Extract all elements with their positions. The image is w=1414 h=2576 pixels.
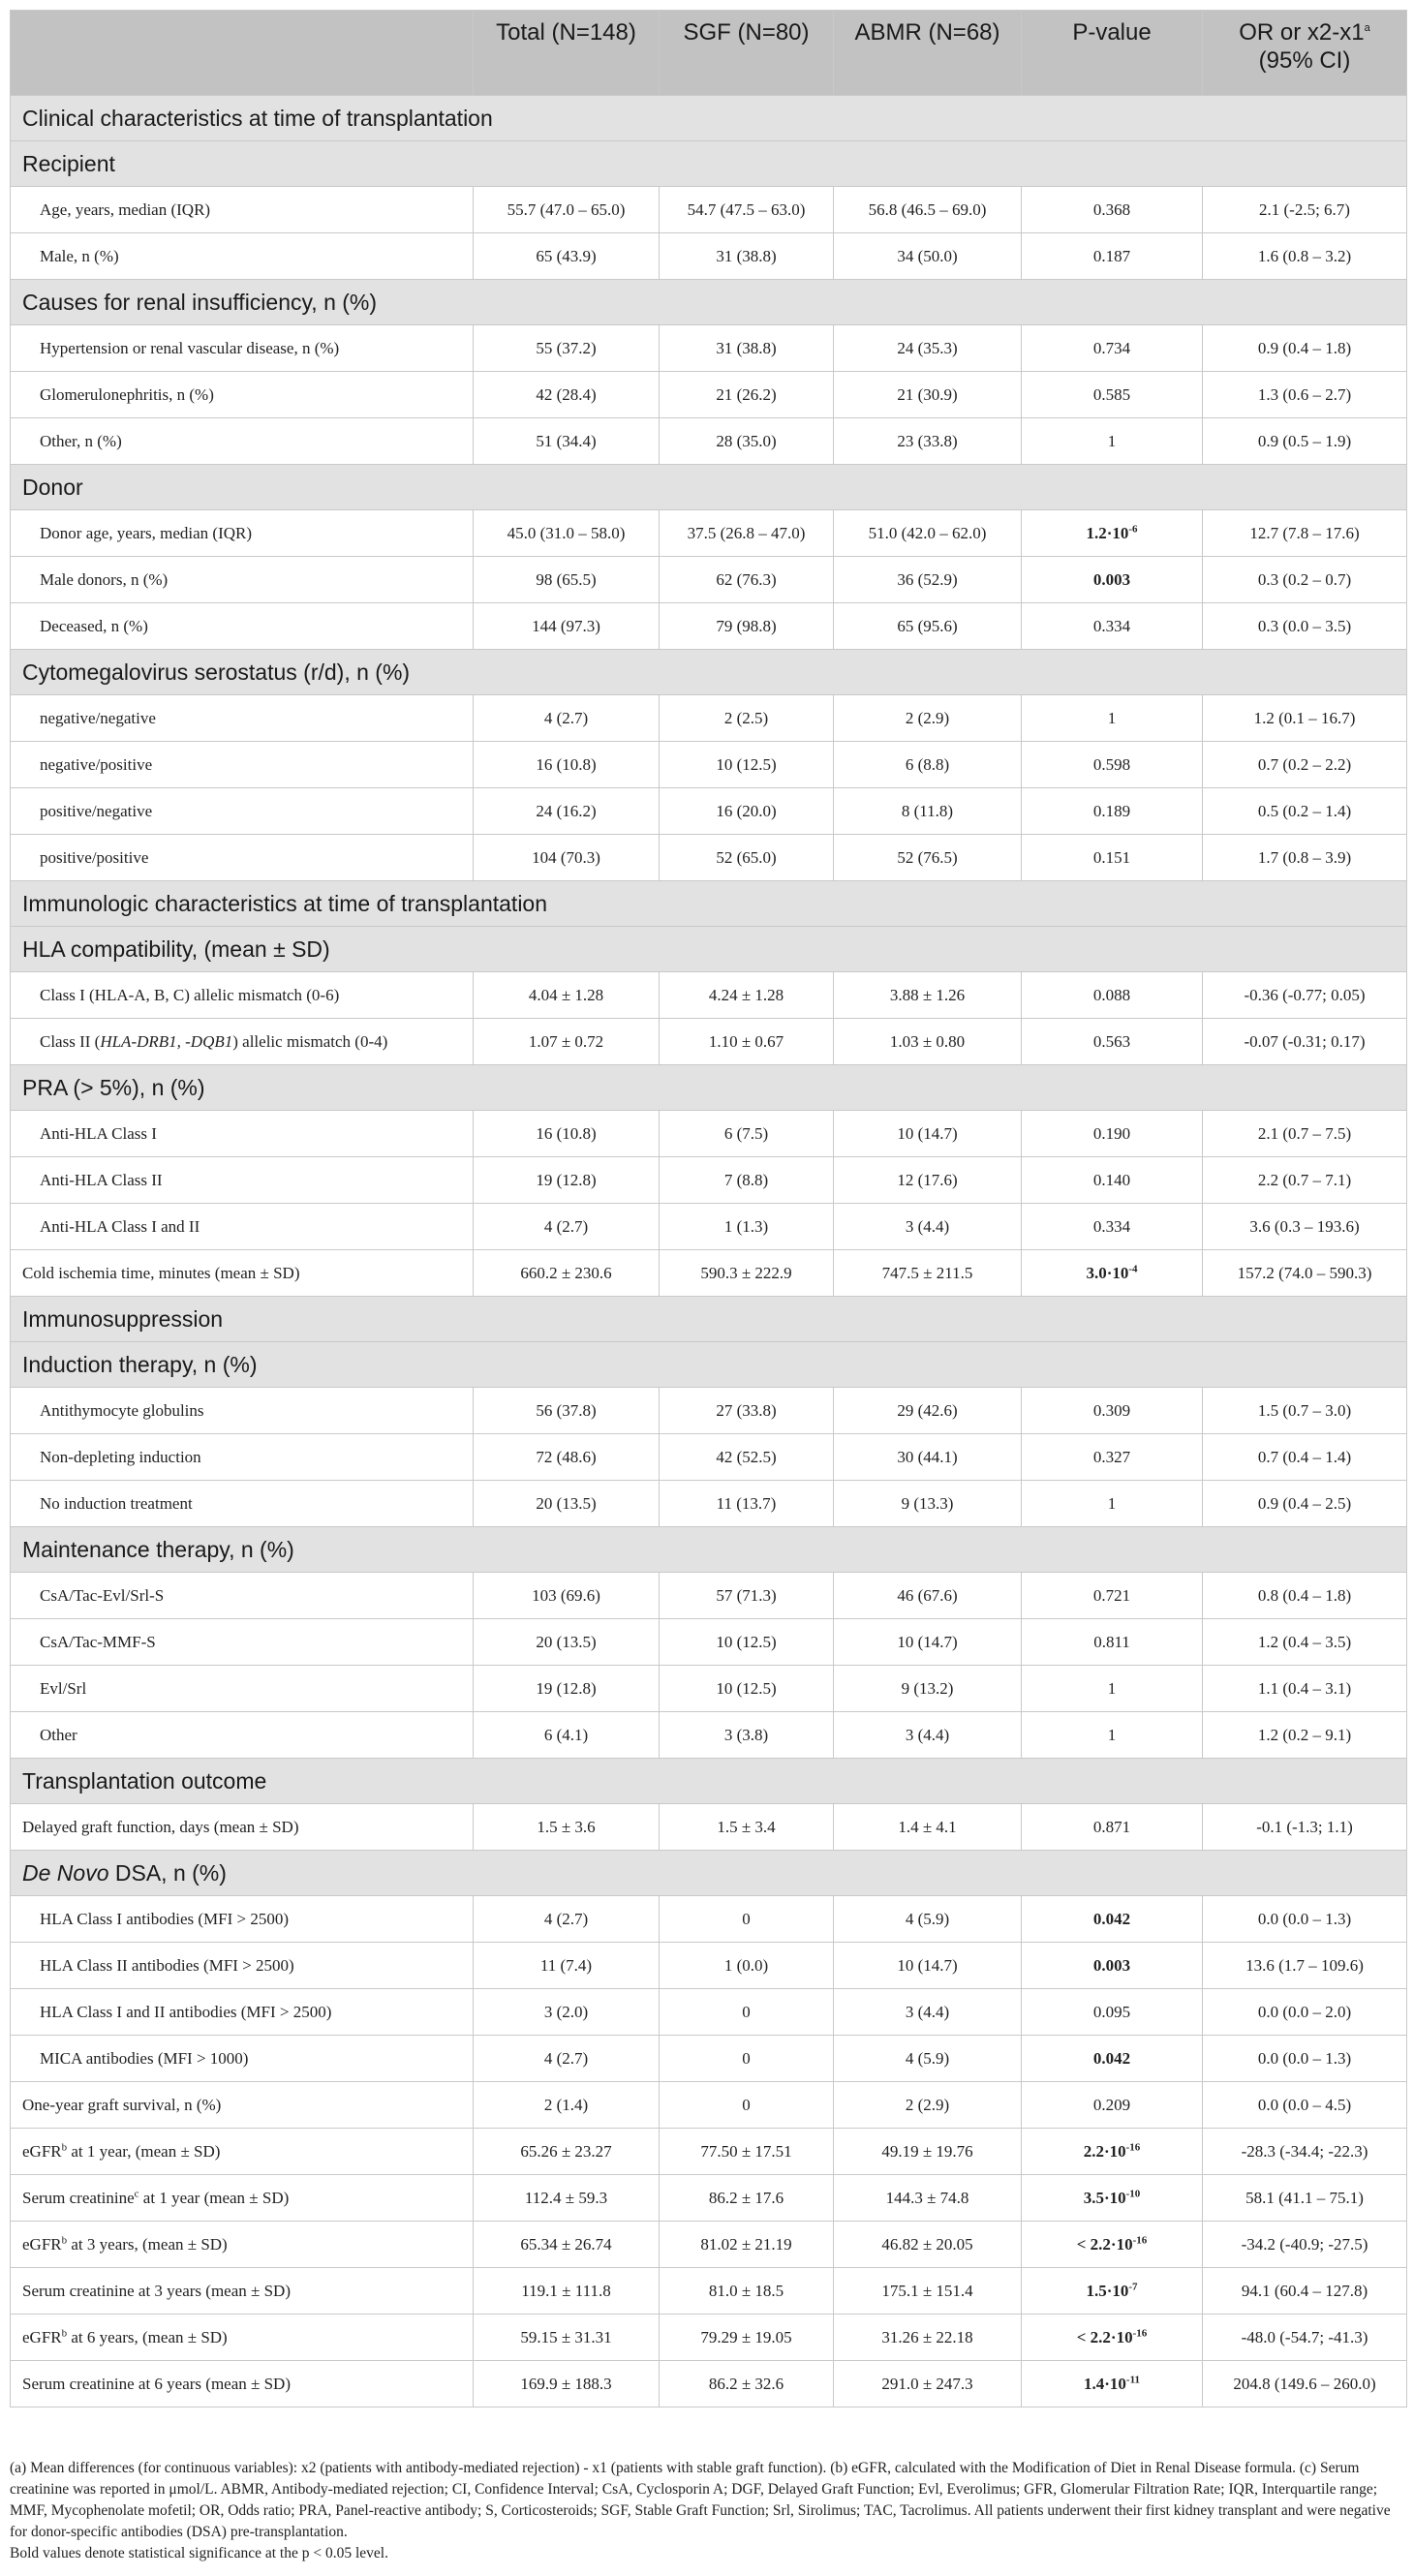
cell-total: 72 (48.6) xyxy=(474,1434,660,1481)
table-row xyxy=(11,1250,1407,1297)
row-label: Serum creatinine at 3 years (mean ± SD) xyxy=(11,2268,474,2315)
cell-or-ci: 1.2 (0.1 – 16.7) xyxy=(1203,695,1407,742)
row-label: Male donors, n (%) xyxy=(11,557,474,603)
cell-sgf: 28 (35.0) xyxy=(660,418,834,465)
results-table xyxy=(10,10,1407,2407)
table-row xyxy=(11,2222,1407,2268)
cell-pvalue: $1.4\cdot 10^{-11}$ xyxy=(1022,2361,1203,2407)
section-label: Causes for renal insufficiency, n (%) xyxy=(11,280,1407,325)
cell-total: 56 (37.8) xyxy=(474,1388,660,1434)
cell-sgf: 2 (2.5) xyxy=(660,695,834,742)
cell-abmr: 9 (13.3) xyxy=(834,1481,1022,1527)
cell-or-ci: 1.1 (0.4 – 3.1) xyxy=(1203,1666,1407,1712)
cell-abmr: 21 (30.9) xyxy=(834,372,1022,418)
cell-total: 104 (70.3) xyxy=(474,835,660,881)
row-label: Anti-HLA Class II xyxy=(11,1157,474,1204)
cell-pvalue: 0.598 xyxy=(1022,742,1203,788)
cell-sgf: 31 (38.8) xyxy=(660,325,834,372)
cell-total: 4 (2.7) xyxy=(474,695,660,742)
cell-abmr: 34 (50.0) xyxy=(834,233,1022,280)
table-body xyxy=(11,96,1407,2407)
row-label: Non-depleting induction xyxy=(11,1434,474,1481)
cell-pvalue: 0.721 xyxy=(1022,1573,1203,1619)
cell-or-ci: -0.07 (-0.31; 0.17) xyxy=(1203,1019,1407,1065)
table-row xyxy=(11,603,1407,650)
row-label: HLA Class I antibodies (MFI > 2500) xyxy=(11,1896,474,1943)
row-label: Cold ischemia time, minutes (mean ± SD) xyxy=(11,1250,474,1297)
cell-abmr: 23 (33.8) xyxy=(834,418,1022,465)
cell-sgf: 52 (65.0) xyxy=(660,835,834,881)
cell-or-ci: 0.8 (0.4 – 1.8) xyxy=(1203,1573,1407,1619)
table-row xyxy=(11,510,1407,557)
cell-pvalue: $3.0\cdot 10^{-4}$ xyxy=(1022,1250,1203,1297)
cell-pvalue: $3.5\cdot 10^{-10}$ xyxy=(1022,2175,1203,2222)
cell-abmr: 56.8 (46.5 – 69.0) xyxy=(834,187,1022,233)
cell-total: 103 (69.6) xyxy=(474,1573,660,1619)
row-label: Delayed graft function, days (mean ± SD) xyxy=(11,1804,474,1851)
row-label: negative/negative xyxy=(11,695,474,742)
cell-abmr: 12 (17.6) xyxy=(834,1157,1022,1204)
cell-abmr: 36 (52.9) xyxy=(834,557,1022,603)
cell-or-ci: 1.7 (0.8 – 3.9) xyxy=(1203,835,1407,881)
header-blank xyxy=(11,11,474,96)
cell-total: 169.9 ± 188.3 xyxy=(474,2361,660,2407)
cell-pvalue: < $2.2\cdot 10^{-16}$ xyxy=(1022,2315,1203,2361)
cell-sgf: 4.24 ± 1.28 xyxy=(660,972,834,1019)
cell-sgf: 79 (98.8) xyxy=(660,603,834,650)
row-label: Evl/Srl xyxy=(11,1666,474,1712)
cell-abmr: 4 (5.9) xyxy=(834,2036,1022,2082)
table-row xyxy=(11,2361,1407,2407)
cell-total: 19 (12.8) xyxy=(474,1666,660,1712)
table-row xyxy=(11,742,1407,788)
table-row xyxy=(11,835,1407,881)
cell-total: 51 (34.4) xyxy=(474,418,660,465)
footnote-abbreviations: (a) Mean differences (for continuous variables): x2 (patients with antibody-mediated rejection) - x1 (patients with stable graft function). (b) eGFR, calculated with the Modification of Diet in Renal Disease formula. (c) Serum creatinine was reported in μmol/L. ABMR, Antibody-mediated rejection; CI, Confidence Interval; CsA, Cyclosporin A; DGF, Delayed Graft Function; Evl, Everolimus; GFR, Glomerular Filtration Rate; IQR, Interquartile range; MMF, Mycophenolate mofetil; OR, Odds ratio; PRA, Panel-reactive antibody; S, Corticosteroids; SGF, Stable Graft Function; Srl, Sirolimus; TAC, Tacrolimus. All patients underwent their first kidney transplant and were negative for donor-specific antibodies (DSA) pre-transplantation. xyxy=(10,2460,1391,2540)
cell-abmr: 2 (2.9) xyxy=(834,695,1022,742)
row-label: Donor age, years, median (IQR) xyxy=(11,510,474,557)
cell-pvalue: 1 xyxy=(1022,1666,1203,1712)
section-label: Maintenance therapy, n (%) xyxy=(11,1527,1407,1573)
header-or: OR or x2-x1$^a$ (95% CI) xyxy=(1203,11,1407,96)
row-label: Serum creatinine at 6 years (mean ± SD) xyxy=(11,2361,474,2407)
cell-pvalue: 0.811 xyxy=(1022,1619,1203,1666)
cell-abmr: 747.5 ± 211.5 xyxy=(834,1250,1022,1297)
cell-total: 4 (2.7) xyxy=(474,1204,660,1250)
cell-total: 65.26 ± 23.27 xyxy=(474,2129,660,2175)
header-pvalue: P-value xyxy=(1022,11,1203,96)
section-label: Immunosuppression xyxy=(11,1297,1407,1342)
cell-sgf: 81.02 ± 21.19 xyxy=(660,2222,834,2268)
cell-pvalue: 0.368 xyxy=(1022,187,1203,233)
section-label: Recipient xyxy=(11,141,1407,187)
cell-or-ci: -28.3 (-34.4; -22.3) xyxy=(1203,2129,1407,2175)
cell-abmr: 1.03 ± 0.80 xyxy=(834,1019,1022,1065)
cell-or-ci: 1.3 (0.6 – 2.7) xyxy=(1203,372,1407,418)
table-row xyxy=(11,2315,1407,2361)
section-row xyxy=(11,1527,1407,1573)
cell-abmr: 10 (14.7) xyxy=(834,1619,1022,1666)
section-row xyxy=(11,927,1407,972)
table-row xyxy=(11,1712,1407,1759)
cell-or-ci: 0.5 (0.2 – 1.4) xyxy=(1203,788,1407,835)
cell-pvalue: $1.5\cdot 10^{-7}$ xyxy=(1022,2268,1203,2315)
cell-total: 1.5 ± 3.6 xyxy=(474,1804,660,1851)
table-row xyxy=(11,2129,1407,2175)
table-footnote xyxy=(10,2458,1404,2564)
row-label: eGFR$^b$ at 3 years, (mean ± SD) xyxy=(11,2222,474,2268)
table-row xyxy=(11,2036,1407,2082)
cell-sgf: 21 (26.2) xyxy=(660,372,834,418)
cell-total: 55 (37.2) xyxy=(474,325,660,372)
cell-abmr: 65 (95.6) xyxy=(834,603,1022,650)
header-sgf: SGF (N=80) xyxy=(660,11,834,96)
cell-abmr: 10 (14.7) xyxy=(834,1111,1022,1157)
cell-total: 19 (12.8) xyxy=(474,1157,660,1204)
cell-sgf: 1.5 ± 3.4 xyxy=(660,1804,834,1851)
table-row xyxy=(11,1111,1407,1157)
row-label: MICA antibodies (MFI > 1000) xyxy=(11,2036,474,2082)
cell-pvalue: 0.209 xyxy=(1022,2082,1203,2129)
cell-pvalue: $1.2\cdot 10^{-6}$ xyxy=(1022,510,1203,557)
section-row xyxy=(11,280,1407,325)
row-label: CsA/Tac-MMF-S xyxy=(11,1619,474,1666)
cell-or-ci: 0.3 (0.0 – 3.5) xyxy=(1203,603,1407,650)
row-label: Antithymocyte globulins xyxy=(11,1388,474,1434)
table-row xyxy=(11,695,1407,742)
row-label: One-year graft survival, n (%) xyxy=(11,2082,474,2129)
cell-abmr: 29 (42.6) xyxy=(834,1388,1022,1434)
cell-sgf: 27 (33.8) xyxy=(660,1388,834,1434)
cell-abmr: 3.88 ± 1.26 xyxy=(834,972,1022,1019)
cell-sgf: 590.3 ± 222.9 xyxy=(660,1250,834,1297)
section-row xyxy=(11,1342,1407,1388)
section-label: HLA compatibility, (mean ± SD) xyxy=(11,927,1407,972)
cell-abmr: 3 (4.4) xyxy=(834,1989,1022,2036)
table-row xyxy=(11,1204,1407,1250)
table-row xyxy=(11,1619,1407,1666)
cell-total: 20 (13.5) xyxy=(474,1481,660,1527)
row-label: positive/positive xyxy=(11,835,474,881)
section-label: Clinical characteristics at time of transplantation xyxy=(11,96,1407,141)
cell-total: 144 (97.3) xyxy=(474,603,660,650)
cell-total: 660.2 ± 230.6 xyxy=(474,1250,660,1297)
cell-or-ci: 1.5 (0.7 – 3.0) xyxy=(1203,1388,1407,1434)
cell-abmr: 3 (4.4) xyxy=(834,1204,1022,1250)
cell-pvalue: 0.563 xyxy=(1022,1019,1203,1065)
cell-abmr: 6 (8.8) xyxy=(834,742,1022,788)
cell-pvalue: 0.327 xyxy=(1022,1434,1203,1481)
cell-abmr: 1.4 ± 4.1 xyxy=(834,1804,1022,1851)
table-row xyxy=(11,187,1407,233)
cell-pvalue: 0.151 xyxy=(1022,835,1203,881)
table-row xyxy=(11,1573,1407,1619)
cell-sgf: 10 (12.5) xyxy=(660,1666,834,1712)
cell-sgf: 10 (12.5) xyxy=(660,1619,834,1666)
table-row xyxy=(11,1157,1407,1204)
cell-or-ci: 3.6 (0.3 – 193.6) xyxy=(1203,1204,1407,1250)
cell-total: 119.1 ± 111.8 xyxy=(474,2268,660,2315)
cell-sgf: 81.0 ± 18.5 xyxy=(660,2268,834,2315)
cell-total: 11 (7.4) xyxy=(474,1943,660,1989)
cell-pvalue: 0.003 xyxy=(1022,1943,1203,1989)
cell-or-ci: 0.9 (0.4 – 2.5) xyxy=(1203,1481,1407,1527)
row-label: Anti-HLA Class I xyxy=(11,1111,474,1157)
cell-abmr: 4 (5.9) xyxy=(834,1896,1022,1943)
cell-or-ci: 2.1 (-2.5; 6.7) xyxy=(1203,187,1407,233)
cell-abmr: 291.0 ± 247.3 xyxy=(834,2361,1022,2407)
row-label: Anti-HLA Class I and II xyxy=(11,1204,474,1250)
cell-abmr: 30 (44.1) xyxy=(834,1434,1022,1481)
cell-sgf: 6 (7.5) xyxy=(660,1111,834,1157)
cell-total: 4.04 ± 1.28 xyxy=(474,972,660,1019)
cell-or-ci: -0.36 (-0.77; 0.05) xyxy=(1203,972,1407,1019)
cell-pvalue: 0.003 xyxy=(1022,557,1203,603)
cell-abmr: 49.19 ± 19.76 xyxy=(834,2129,1022,2175)
cell-pvalue: 0.334 xyxy=(1022,603,1203,650)
table-row xyxy=(11,557,1407,603)
table-row xyxy=(11,1019,1407,1065)
section-row xyxy=(11,1065,1407,1111)
cell-total: 3 (2.0) xyxy=(474,1989,660,2036)
table-row xyxy=(11,1804,1407,1851)
section-row xyxy=(11,881,1407,927)
cell-pvalue: 1 xyxy=(1022,695,1203,742)
section-label: De Novo DSA, n (%) xyxy=(11,1851,1407,1896)
cell-total: 65.34 ± 26.74 xyxy=(474,2222,660,2268)
cell-sgf: 3 (3.8) xyxy=(660,1712,834,1759)
table-row xyxy=(11,1481,1407,1527)
section-label: Transplantation outcome xyxy=(11,1759,1407,1804)
cell-total: 6 (4.1) xyxy=(474,1712,660,1759)
table-row xyxy=(11,2268,1407,2315)
table-row xyxy=(11,233,1407,280)
section-label: Donor xyxy=(11,465,1407,510)
cell-sgf: 16 (20.0) xyxy=(660,788,834,835)
cell-or-ci: 2.2 (0.7 – 7.1) xyxy=(1203,1157,1407,1204)
cell-abmr: 3 (4.4) xyxy=(834,1712,1022,1759)
section-label: Cytomegalovirus serostatus (r/d), n (%) xyxy=(11,650,1407,695)
cell-or-ci: 1.2 (0.2 – 9.1) xyxy=(1203,1712,1407,1759)
cell-or-ci: 204.8 (149.6 – 260.0) xyxy=(1203,2361,1407,2407)
cell-or-ci: 94.1 (60.4 – 127.8) xyxy=(1203,2268,1407,2315)
row-label: Hypertension or renal vascular disease, n (%) xyxy=(11,325,474,372)
cell-total: 4 (2.7) xyxy=(474,2036,660,2082)
cell-total: 112.4 ± 59.3 xyxy=(474,2175,660,2222)
cell-total: 20 (13.5) xyxy=(474,1619,660,1666)
table-row xyxy=(11,325,1407,372)
section-row xyxy=(11,650,1407,695)
table-row xyxy=(11,1989,1407,2036)
row-label: HLA Class I and II antibodies (MFI > 2500) xyxy=(11,1989,474,2036)
cell-pvalue: 0.585 xyxy=(1022,372,1203,418)
row-label: Other, n (%) xyxy=(11,418,474,465)
cell-pvalue: 0.042 xyxy=(1022,1896,1203,1943)
cell-pvalue: 1 xyxy=(1022,418,1203,465)
cell-abmr: 8 (11.8) xyxy=(834,788,1022,835)
cell-total: 65 (43.9) xyxy=(474,233,660,280)
cell-pvalue: 0.095 xyxy=(1022,1989,1203,2036)
cell-abmr: 144.3 ± 74.8 xyxy=(834,2175,1022,2222)
cell-total: 16 (10.8) xyxy=(474,742,660,788)
cell-or-ci: 157.2 (74.0 – 590.3) xyxy=(1203,1250,1407,1297)
cell-total: 24 (16.2) xyxy=(474,788,660,835)
cell-total: 1.07 ± 0.72 xyxy=(474,1019,660,1065)
cell-sgf: 0 xyxy=(660,2082,834,2129)
table-row xyxy=(11,1388,1407,1434)
cell-sgf: 77.50 ± 17.51 xyxy=(660,2129,834,2175)
cell-pvalue: 0.309 xyxy=(1022,1388,1203,1434)
cell-pvalue: 0.189 xyxy=(1022,788,1203,835)
cell-total: 98 (65.5) xyxy=(474,557,660,603)
row-label: positive/negative xyxy=(11,788,474,835)
cell-sgf: 37.5 (26.8 – 47.0) xyxy=(660,510,834,557)
header-abmr: ABMR (N=68) xyxy=(834,11,1022,96)
cell-sgf: 79.29 ± 19.05 xyxy=(660,2315,834,2361)
cell-pvalue: 0.734 xyxy=(1022,325,1203,372)
cell-or-ci: 0.7 (0.2 – 2.2) xyxy=(1203,742,1407,788)
cell-total: 55.7 (47.0 – 65.0) xyxy=(474,187,660,233)
cell-pvalue: < $2.2\cdot 10^{-16}$ xyxy=(1022,2222,1203,2268)
header-row xyxy=(11,11,1407,96)
section-row xyxy=(11,96,1407,141)
cell-pvalue: 0.190 xyxy=(1022,1111,1203,1157)
row-label: Deceased, n (%) xyxy=(11,603,474,650)
row-label: No induction treatment xyxy=(11,1481,474,1527)
row-label: Male, n (%) xyxy=(11,233,474,280)
cell-total: 16 (10.8) xyxy=(474,1111,660,1157)
header-total: Total (N=148) xyxy=(474,11,660,96)
cell-abmr: 52 (76.5) xyxy=(834,835,1022,881)
cell-abmr: 10 (14.7) xyxy=(834,1943,1022,1989)
cell-abmr: 46.82 ± 20.05 xyxy=(834,2222,1022,2268)
section-row xyxy=(11,141,1407,187)
section-label: PRA (> 5%), n (%) xyxy=(11,1065,1407,1111)
table-row xyxy=(11,2175,1407,2222)
row-label: Class II (HLA-DRB1, -DQB1) allelic mismatch (0-4) xyxy=(11,1019,474,1065)
cell-pvalue: 0.187 xyxy=(1022,233,1203,280)
cell-sgf: 42 (52.5) xyxy=(660,1434,834,1481)
table-row xyxy=(11,1896,1407,1943)
cell-or-ci: 0.9 (0.5 – 1.9) xyxy=(1203,418,1407,465)
cell-sgf: 1 (0.0) xyxy=(660,1943,834,1989)
table-row xyxy=(11,788,1407,835)
cell-abmr: 31.26 ± 22.18 xyxy=(834,2315,1022,2361)
row-label: Glomerulonephritis, n (%) xyxy=(11,372,474,418)
cell-total: 59.15 ± 31.31 xyxy=(474,2315,660,2361)
cell-or-ci: 0.0 (0.0 – 4.5) xyxy=(1203,2082,1407,2129)
section-row xyxy=(11,1851,1407,1896)
section-label: Immunologic characteristics at time of transplantation xyxy=(11,881,1407,927)
row-label: Age, years, median (IQR) xyxy=(11,187,474,233)
cell-sgf: 7 (8.8) xyxy=(660,1157,834,1204)
cell-or-ci: 13.6 (1.7 – 109.6) xyxy=(1203,1943,1407,1989)
cell-sgf: 0 xyxy=(660,1989,834,2036)
table-row xyxy=(11,1666,1407,1712)
section-row xyxy=(11,1297,1407,1342)
cell-or-ci: -48.0 (-54.7; -41.3) xyxy=(1203,2315,1407,2361)
table-row xyxy=(11,972,1407,1019)
cell-total: 4 (2.7) xyxy=(474,1896,660,1943)
cell-pvalue: 0.088 xyxy=(1022,972,1203,1019)
cell-abmr: 175.1 ± 151.4 xyxy=(834,2268,1022,2315)
cell-or-ci: 0.9 (0.4 – 1.8) xyxy=(1203,325,1407,372)
cell-sgf: 10 (12.5) xyxy=(660,742,834,788)
cell-or-ci: 0.0 (0.0 – 1.3) xyxy=(1203,2036,1407,2082)
cell-or-ci: 58.1 (41.1 – 75.1) xyxy=(1203,2175,1407,2222)
row-label: eGFR$^b$ at 1 year, (mean ± SD) xyxy=(11,2129,474,2175)
cell-pvalue: 1 xyxy=(1022,1481,1203,1527)
cell-abmr: 51.0 (42.0 – 62.0) xyxy=(834,510,1022,557)
cell-total: 42 (28.4) xyxy=(474,372,660,418)
table-row xyxy=(11,418,1407,465)
cell-sgf: 31 (38.8) xyxy=(660,233,834,280)
cell-abmr: 9 (13.2) xyxy=(834,1666,1022,1712)
row-label: Other xyxy=(11,1712,474,1759)
table-row xyxy=(11,2082,1407,2129)
table-row xyxy=(11,1943,1407,1989)
cell-sgf: 86.2 ± 17.6 xyxy=(660,2175,834,2222)
row-label: HLA Class II antibodies (MFI > 2500) xyxy=(11,1943,474,1989)
cell-sgf: 0 xyxy=(660,1896,834,1943)
table-row xyxy=(11,372,1407,418)
cell-sgf: 62 (76.3) xyxy=(660,557,834,603)
cell-sgf: 11 (13.7) xyxy=(660,1481,834,1527)
cell-pvalue: 0.042 xyxy=(1022,2036,1203,2082)
cell-or-ci: -0.1 (-1.3; 1.1) xyxy=(1203,1804,1407,1851)
cell-pvalue: 1 xyxy=(1022,1712,1203,1759)
cell-pvalue: $2.2\cdot 10^{-16}$ xyxy=(1022,2129,1203,2175)
cell-or-ci: 12.7 (7.8 – 17.6) xyxy=(1203,510,1407,557)
cell-abmr: 24 (35.3) xyxy=(834,325,1022,372)
cell-or-ci: -34.2 (-40.9; -27.5) xyxy=(1203,2222,1407,2268)
cell-or-ci: 0.7 (0.4 – 1.4) xyxy=(1203,1434,1407,1481)
section-label: Induction therapy, n (%) xyxy=(11,1342,1407,1388)
section-row xyxy=(11,1759,1407,1804)
row-label: Serum creatinine$^c$ at 1 year (mean ± SD) xyxy=(11,2175,474,2222)
cell-or-ci: 0.0 (0.0 – 1.3) xyxy=(1203,1896,1407,1943)
section-row xyxy=(11,465,1407,510)
cell-sgf: 86.2 ± 32.6 xyxy=(660,2361,834,2407)
cell-sgf: 0 xyxy=(660,2036,834,2082)
cell-or-ci: 0.0 (0.0 – 2.0) xyxy=(1203,1989,1407,2036)
cell-abmr: 2 (2.9) xyxy=(834,2082,1022,2129)
cell-or-ci: 0.3 (0.2 – 0.7) xyxy=(1203,557,1407,603)
cell-sgf: 57 (71.3) xyxy=(660,1573,834,1619)
cell-or-ci: 2.1 (0.7 – 7.5) xyxy=(1203,1111,1407,1157)
row-label: negative/positive xyxy=(11,742,474,788)
row-label: eGFR$^b$ at 6 years, (mean ± SD) xyxy=(11,2315,474,2361)
cell-or-ci: 1.2 (0.4 – 3.5) xyxy=(1203,1619,1407,1666)
cell-sgf: 1 (1.3) xyxy=(660,1204,834,1250)
cell-total: 2 (1.4) xyxy=(474,2082,660,2129)
cell-abmr: 46 (67.6) xyxy=(834,1573,1022,1619)
row-label: CsA/Tac-Evl/Srl-S xyxy=(11,1573,474,1619)
footnote-bold-note: Bold values denote statistical significance at the p < 0.05 level. xyxy=(10,2545,388,2561)
cell-sgf: 54.7 (47.5 – 63.0) xyxy=(660,187,834,233)
cell-pvalue: 0.334 xyxy=(1022,1204,1203,1250)
cell-total: 45.0 (31.0 – 58.0) xyxy=(474,510,660,557)
row-label: Class I (HLA-A, B, C) allelic mismatch (0-6) xyxy=(11,972,474,1019)
cell-or-ci: 1.6 (0.8 – 3.2) xyxy=(1203,233,1407,280)
cell-sgf: 1.10 ± 0.67 xyxy=(660,1019,834,1065)
table-row xyxy=(11,1434,1407,1481)
cell-pvalue: 0.871 xyxy=(1022,1804,1203,1851)
cell-pvalue: 0.140 xyxy=(1022,1157,1203,1204)
